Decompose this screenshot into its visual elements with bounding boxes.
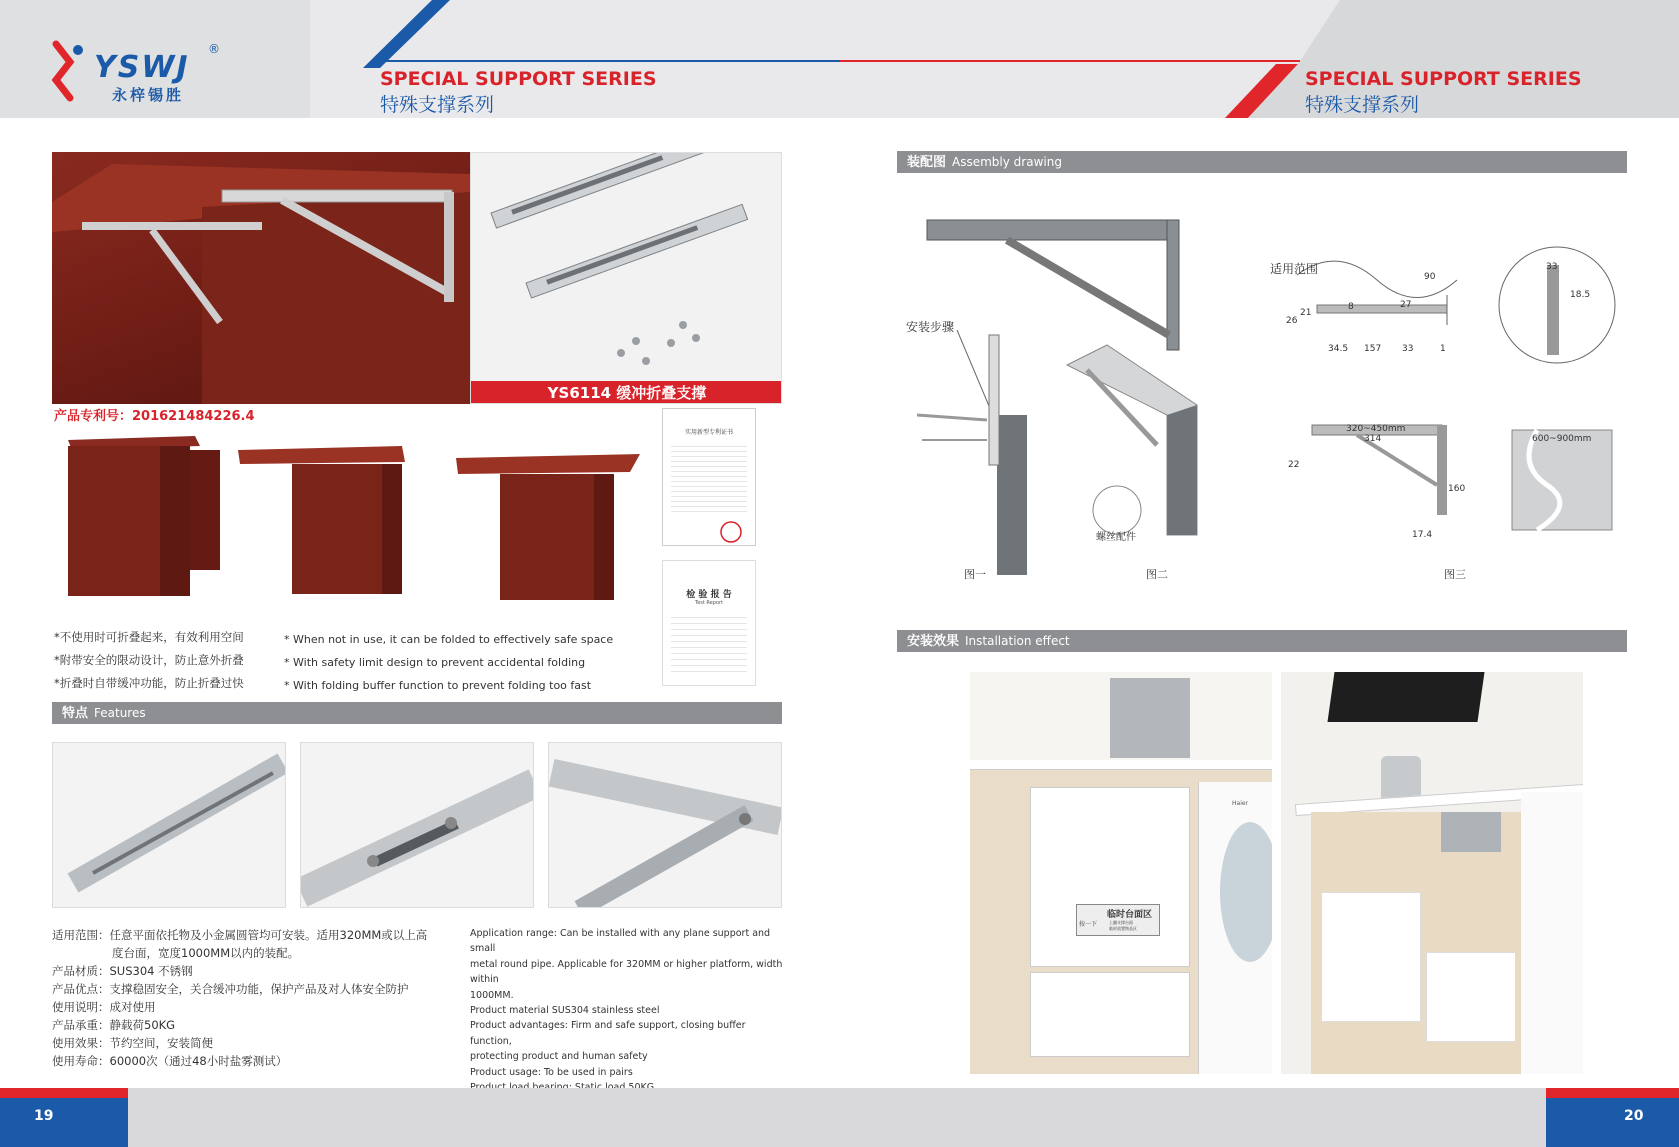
left-series-title-cn: 特殊支撑系列: [380, 94, 495, 116]
dim-21: 21: [1300, 308, 1312, 318]
test-report-subtitle: Test Report: [694, 600, 723, 606]
dim-17-4: 17.4: [1412, 530, 1433, 540]
header-rule-red: [840, 60, 1300, 62]
feature-photo-3: [548, 742, 782, 908]
patent-certificate: [662, 408, 756, 546]
dim-33: 33: [1402, 344, 1414, 354]
hero-table-photo: [52, 152, 470, 404]
bullet-cn-2: *附带安全的限动设计，防止意外折叠: [54, 653, 244, 667]
figure-one-drawing: [917, 330, 1027, 575]
header-rule-blue: [380, 60, 840, 62]
logo-mark-icon: [48, 40, 88, 102]
test-report: [662, 560, 756, 686]
sign-main-text: 临时台面区: [1107, 910, 1153, 920]
table-half-open: [238, 446, 405, 594]
registered-mark: ®: [208, 42, 220, 56]
header-stripes: [0, 0, 1679, 118]
dim-34-5: 34.5: [1328, 344, 1349, 354]
specs-cn: [52, 926, 452, 1070]
range-drawing: [1297, 261, 1457, 325]
temporary-table-sign: [1076, 904, 1160, 936]
features-bar-en: Features: [94, 706, 146, 720]
spec-en-2: metal round pipe. Applicable for 320MM or higher platform, width within: [470, 958, 783, 986]
footer-left-red-strip: [0, 1088, 128, 1098]
bracket-side-view: [927, 220, 1179, 350]
spec-en-1: Application range: Can be installed with any plane support and small: [470, 928, 771, 955]
fig-two-label: 图二: [1146, 568, 1168, 581]
install-photo-left: [970, 672, 1272, 1074]
bracket-pair-illustration: [471, 153, 782, 404]
page-footer: [0, 1088, 1679, 1147]
bullets-cn: [54, 626, 284, 695]
bottom-right-drawing: [1512, 430, 1612, 530]
spec-cn-effect: 使用效果：节约空间，安装简便: [52, 1036, 213, 1050]
assembly-bar: [897, 151, 1627, 173]
certificate-body-lines: [671, 442, 747, 512]
spec-cn-cycles: 使用寿命：60000次（通过48小时盐雾测试）: [52, 1054, 288, 1068]
screw-accessory-label: 螺丝配件: [1096, 532, 1136, 543]
installation-bar: [897, 630, 1627, 652]
product-banner: YS6114 缓冲折叠支撑: [471, 381, 782, 404]
dim-600-900: 600~900mm: [1532, 434, 1592, 444]
dim-8: 8: [1348, 302, 1354, 312]
brand-logo: [48, 40, 238, 106]
spec-cn-load: 产品承重：静载荷50KG: [52, 1018, 176, 1032]
bullet-en-1: * When not in use, it can be folded to effectively safe space: [284, 633, 614, 646]
spec-cn-range: 适用范围：任意平面依托物及小金属圆管均可安装。适用320MM或以上高: [52, 928, 428, 942]
dim-26: 26: [1286, 316, 1298, 326]
range-label: 适用范围: [1270, 262, 1319, 276]
features-bar: [52, 702, 782, 724]
dim-22: 22: [1288, 460, 1300, 470]
certificate-title: 实用新型专利证书: [684, 429, 733, 436]
logo-cn-text: 永梓锡胜: [112, 86, 185, 104]
certificate-seal-icon: [663, 518, 757, 548]
sign-sub-text-1: 上翻支撑台面: [1109, 920, 1133, 925]
spec-cn-range-cont: 度台面，宽度1000MM以内的装配。: [112, 946, 300, 960]
test-report-title: 检 验 报 告: [686, 590, 732, 600]
dim-circle-18-5: 18.5: [1570, 290, 1591, 300]
sign-press-text: 按一下: [1079, 921, 1098, 928]
dim-1: 1: [1440, 344, 1446, 354]
dim-320-450: 320~450mm: [1346, 424, 1406, 434]
dim-314: 314: [1364, 434, 1382, 444]
dim-157: 157: [1364, 344, 1382, 354]
left-page-number: 19: [34, 1108, 54, 1124]
footer-left-page-block: [0, 1098, 128, 1147]
install-photo-right: [1281, 672, 1583, 1074]
spec-en-5: Product advantages: Firm and safe support, closing buffer function,: [470, 1020, 746, 1047]
spec-cn-material: 产品材质：SUS304 不锈钢: [52, 964, 193, 978]
bullet-cn-3: *折叠时自带缓冲功能，防止折叠过快: [54, 676, 244, 690]
bullet-en-2: * With safety limit design to prevent accidental folding: [284, 656, 586, 669]
dim-90: 90: [1424, 272, 1436, 282]
spec-en-3: 1000MM.: [470, 989, 514, 1001]
assembly-drawing: [897, 185, 1637, 585]
footer-right-page-block: [1546, 1098, 1679, 1147]
spec-cn-usage: 使用说明：成对使用: [52, 1000, 156, 1014]
right-series-title-cn: 特殊支撑系列: [1305, 94, 1420, 116]
right-page-number: 20: [1624, 1108, 1644, 1124]
bullets-en: [284, 628, 654, 697]
features-bar-cn: 特点: [62, 706, 89, 721]
assembly-bar-cn: 装配图: [907, 155, 947, 170]
sign-sub-text-2: 临时放置物品区: [1109, 926, 1137, 931]
left-series-title-en: SPECIAL SUPPORT SERIES: [380, 68, 657, 90]
bullet-cn-1: *不使用时可折叠起来，有效利用空间: [54, 630, 244, 644]
hero-bracket-illustration: [52, 152, 470, 404]
washer-brand: Haier: [1232, 800, 1249, 807]
feature-photo-2: [300, 742, 534, 908]
steps-label: 安装步骤: [906, 320, 955, 334]
spec-cn-advantage: 产品优点：支撑稳固安全，关合缓冲功能，保护产品及对人体安全防护: [52, 982, 409, 996]
installation-bar-en: Installation effect: [965, 634, 1070, 648]
table-fully-open: [456, 454, 640, 600]
fig-one-label: 图一: [964, 568, 986, 581]
spec-en-6: protecting product and human safety: [470, 1051, 648, 1063]
feature-photo-1: [52, 742, 286, 908]
bracket-product-photo: [470, 152, 782, 404]
footer-right-red-strip: [1546, 1088, 1679, 1098]
table-states-illustration: [60, 428, 650, 606]
figure-two-drawing: [1067, 345, 1197, 535]
fig-three-label: 图三: [1444, 568, 1466, 581]
table-folded: [68, 436, 220, 596]
test-report-lines: [671, 612, 747, 672]
spec-en-7: Product usage: To be used in pairs: [470, 1066, 633, 1078]
dim-27: 27: [1400, 300, 1412, 310]
right-series-title-en: SPECIAL SUPPORT SERIES: [1305, 68, 1582, 90]
spec-en-4: Product material SUS304 stainless steel: [470, 1005, 660, 1017]
dim-circle-33: 33: [1546, 262, 1558, 272]
assembly-bar-en: Assembly drawing: [952, 155, 1062, 169]
left-blue-stripe: [363, 0, 450, 68]
patent-number: 产品专利号：201621484226.4: [54, 409, 255, 424]
installation-bar-cn: 安装效果: [907, 634, 960, 649]
logo-text: YSWJ: [94, 50, 190, 85]
dim-160: 160: [1448, 484, 1466, 494]
bullet-en-3: * With folding buffer function to prevent folding too fast: [284, 679, 592, 692]
